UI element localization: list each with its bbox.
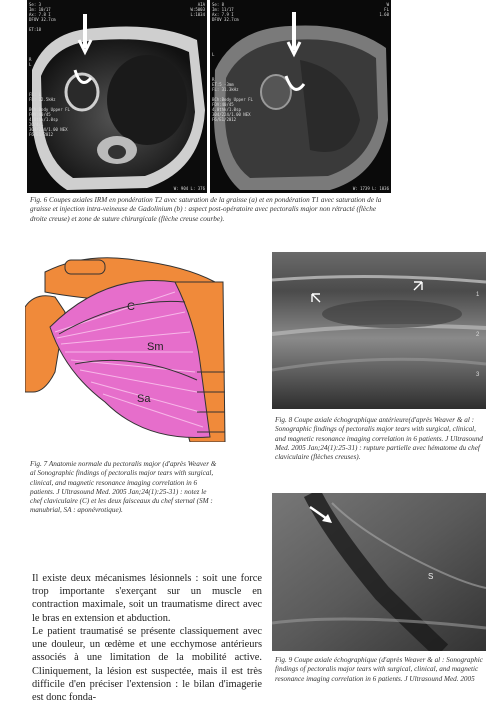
- fig6a-overlay-top-right: AIA W:5003 L:1034: [190, 2, 205, 17]
- fig7-caption: Fig. 7 Anatomie normale du pectoralis major (d'après Weaver & al Sonographic findings of pectoralis major tears with surgical, clinical, and magnetic resonance imaging correlation in 6 patients. J Ultrasound Med. 2005 Jan;24(1):25-31) : notez le chef claviculaire (C) et les deux faisceaux du chef sternal (SM : manubrial, SA : aponévrotique).: [30, 460, 217, 515]
- fig6a-overlay-bottom-right: W: 904 L: 376: [173, 186, 205, 191]
- fig8-depth-2: 2: [476, 332, 480, 338]
- fig8-depth-3: 3: [476, 372, 480, 378]
- fig8-depth-1: 1: [476, 292, 480, 298]
- fig6b-overlay-top-right: W FL 1.60: [379, 2, 389, 17]
- fig9-ultrasound: [272, 493, 486, 651]
- fig7-anatomy-illustration: [25, 252, 230, 442]
- fig9-caption: Fig. 9 Coupe axiale échographique (d'après Weaver & al : Sonographic findings of pectoralis major tears with surgical, clinical, and magnetic resonance imaging correlation in 6 patients. J Ultrasound Med. 2005: [275, 656, 483, 683]
- fig9-label-s: S: [428, 572, 434, 581]
- fig7-label-c: C: [127, 301, 135, 313]
- fig8-caption: Fig. 8 Coupe axiale échographique antérieure(d'après Weaver & al : Sonographic findings of pectoralis major tears with surgical, clinical, and magnetic resonance imaging correlation in 6 patients. J Ultrasound Med. 2005 Jan;24(1):25-31) : rupture partielle avec hématome du chef claviculaire (flèches creuses).: [275, 416, 483, 462]
- body-paragraph-1: Il existe deux mécanismes lésionnels : soit une force trop importante s'exerçant sur un muscle en contraction maximale, soit un traumatisme direct avec le bras en extension et abduction.: [32, 573, 262, 624]
- fig7-label-sm: Sm: [147, 341, 164, 353]
- fig6a-overlay-top-left: Se: 3 Im: 10/17 Ax: 7.8 I DFOV 32.7cm ET:18 R L FL: L FL: 12.5kHz BCh:Body Upper FL FOV:40/45 4.0thk/1.0sp 20/4/1 304/224/1.00 NEX F6/E1/2012: [29, 2, 70, 137]
- fig6-mri-panel-b: [210, 0, 391, 193]
- fig6-mri-panel-a: [27, 0, 207, 193]
- fig8-ultrasound: [272, 252, 486, 409]
- body-paragraph-2: Le patient traumatisé se présente classiquement avec une douleur, un œdème et une ecchymose antérieurs associés à une limitation de la mobilité active. Cliniquement, la lésion est suspectée, mais il est très difficile d'en préciser l'extension : le bilan d'imagerie est donc fonda-: [32, 626, 262, 704]
- fig6b-overlay-bottom-right: W: 1739 L: 1036: [352, 186, 389, 191]
- fig6b-overlay-top-left: Se: 8 Im: 11/17 Ax: 7.9 I DFOV 32.7cm L R ET:5 -3mm FL: 31.3kHz BCh:Body Upper FL FOV:40/45 4.0thk/1.0sp 304/224/1.00 NEX F6/E1/2012: [212, 2, 253, 122]
- fig7-label-sa: Sa: [137, 393, 151, 405]
- fig6-caption: Fig. 6 Coupes axiales IRM en pondération T2 avec saturation de la graisse (a) et en pondération T1 avec saturation de la graisse et injection intra-veineuse de Gadolinium (b) : aspect post-opératoire avec pectoralis major non rétracté (flèche droite creuse) et zone de suture chirurgicale (flèche creuse courbe).: [30, 196, 382, 223]
